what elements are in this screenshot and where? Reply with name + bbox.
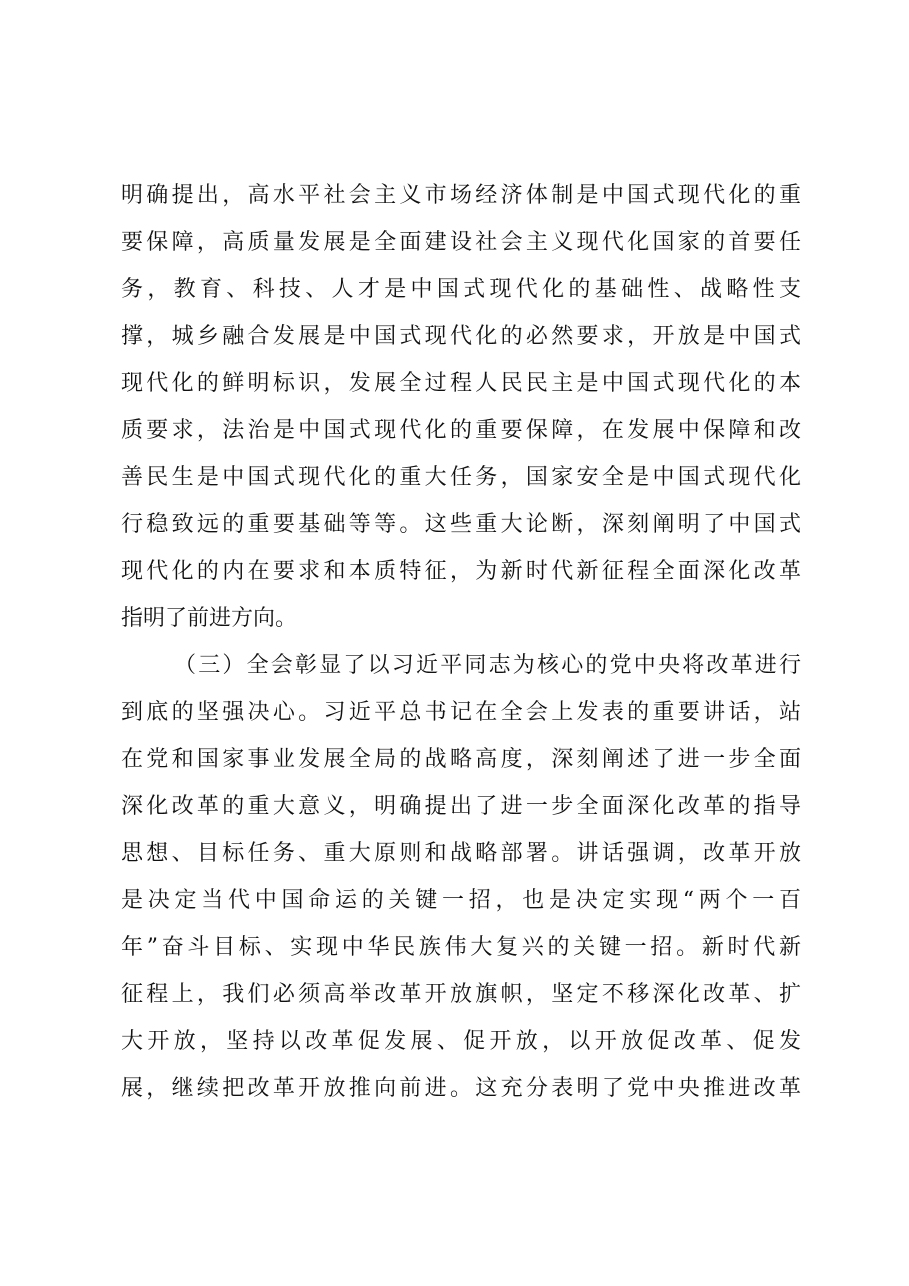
- text-line: 要保障，高质量发展是全面建设社会主义现代化国家的首要任: [121, 230, 801, 255]
- body-text: [121, 172, 801, 1112]
- paragraph-2: [121, 642, 801, 1112]
- text-line: 明确提出，高水平社会主义市场经济体制是中国式现代化的重: [121, 183, 801, 208]
- text-line: 大开放，坚持以改革促发展、促开放，以开放促改革、促发: [121, 1029, 801, 1054]
- text-line: 指明了前进方向。: [121, 606, 298, 631]
- text-line: 务，教育、科技、人才是中国式现代化的基础性、战略性支: [121, 277, 801, 302]
- paragraph-1: [121, 172, 801, 642]
- text-line: 到底的坚强决心。习近平总书记在全会上发表的重要讲话，站: [121, 700, 801, 725]
- text-line: 在党和国家事业发展全局的战略高度，深刻阐述了进一步全面: [121, 747, 801, 772]
- text-line: 质要求，法治是中国式现代化的重要保障，在发展中保障和改: [121, 418, 801, 443]
- text-line: 是决定当代中国命运的关键一招，也是决定实现“两个一百: [121, 888, 801, 913]
- text-line: 行稳致远的重要基础等等。这些重大论断，深刻阐明了中国式: [121, 512, 801, 537]
- text-line: 征程上，我们必须高举改革开放旗帜，坚定不移深化改革、扩: [121, 982, 801, 1007]
- text-line: 年”奋斗目标、实现中华民族伟大复兴的关键一招。新时代新: [121, 935, 801, 960]
- text-line: 撑，城乡融合发展是中国式现代化的必然要求，开放是中国式: [121, 324, 801, 349]
- text-line: 现代化的鲜明标识，发展全过程人民民主是中国式现代化的本: [121, 371, 801, 396]
- text-line: 思想、目标任务、重大原则和战略部署。讲话强调，改革开放: [121, 841, 801, 866]
- text-line: 善民生是中国式现代化的重大任务，国家安全是中国式现代化: [121, 465, 801, 490]
- text-line: （三）全会彰显了以习近平同志为核心的党中央将改革进行: [174, 653, 801, 678]
- text-line: 深化改革的重大意义，明确提出了进一步全面深化改革的指导: [121, 794, 801, 819]
- text-line: 现代化的内在要求和本质特征，为新时代新征程全面深化改革: [121, 559, 801, 584]
- text-line: 展，继续把改革开放推向前进。这充分表明了党中央推进改革: [121, 1076, 801, 1101]
